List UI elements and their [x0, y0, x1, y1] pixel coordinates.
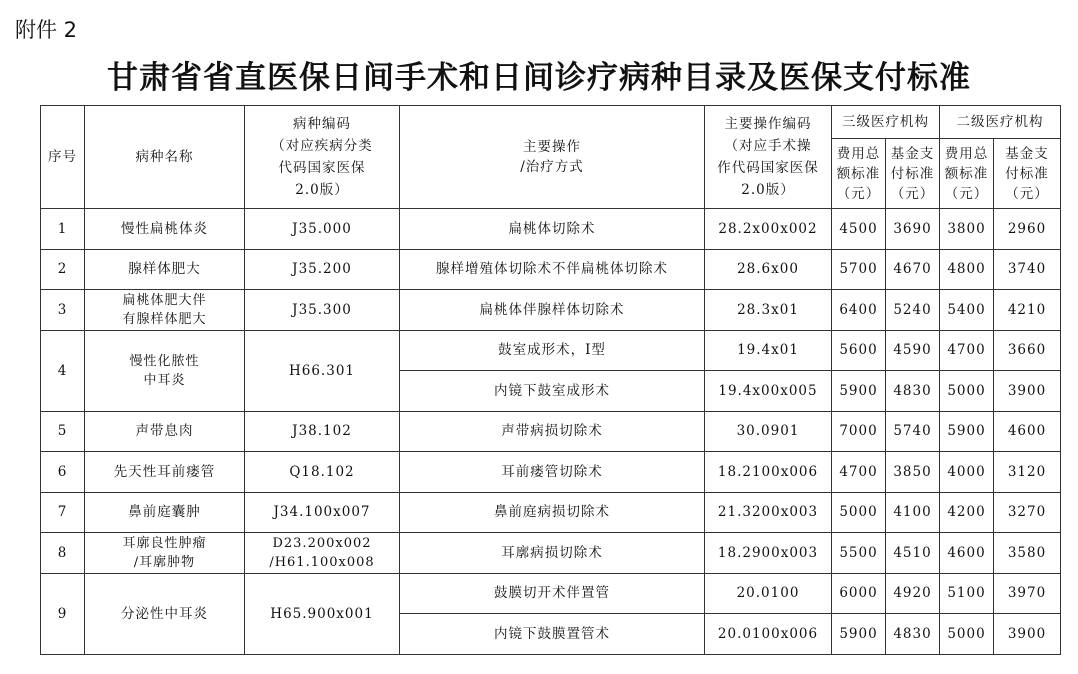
header-tier2: 二级医疗机构	[940, 106, 1061, 139]
tier3-total-cell: 7000	[832, 411, 886, 452]
header-line: /治疗方式	[520, 159, 584, 175]
header-line: 付标准	[1005, 165, 1049, 182]
tier3-total-cell: 4500	[832, 209, 886, 250]
header-line: 病种编码	[293, 116, 351, 132]
tier2-total-cell: 4200	[940, 492, 994, 533]
operation-cell: 扁桃体切除术	[400, 209, 705, 250]
header-seq: 序号	[41, 106, 85, 209]
header-tier3: 三级医疗机构	[832, 106, 940, 139]
operation-code-cell: 28.6x00	[705, 249, 832, 290]
tier3-total-cell: 6400	[832, 290, 886, 331]
header-line: 主要操作	[523, 139, 581, 155]
seq-cell: 3	[41, 290, 85, 331]
header-line: 2.0版）	[295, 182, 349, 198]
table-row	[41, 249, 1061, 290]
seq-cell: 6	[41, 452, 85, 493]
table-row	[41, 209, 1061, 250]
tier2-total-cell: 5000	[940, 371, 994, 412]
disease-code-cell: J38.102	[245, 411, 400, 452]
operation-code-cell: 18.2100x006	[705, 452, 832, 493]
header-line: 额标准	[836, 165, 881, 182]
disease-name-cell: 腺样体肥大	[85, 249, 245, 290]
tier2-fund-cell: 3120	[994, 452, 1061, 493]
tier2-total-cell: 4000	[940, 452, 994, 493]
tier2-total-cell: 5400	[940, 290, 994, 331]
tier3-total-cell: 5500	[832, 533, 886, 574]
seq-cell: 5	[41, 411, 85, 452]
seq-cell: 2	[41, 249, 85, 290]
operation-cell: 鼓膜切开术伴置管	[400, 573, 705, 614]
header-line: 费用总	[944, 145, 989, 162]
operation-cell: 耳廓病损切除术	[400, 533, 705, 574]
header-line: （对应疾病分类	[271, 138, 373, 154]
operation-cell: 耳前瘘管切除术	[400, 452, 705, 493]
header-line: 2.0版）	[741, 182, 795, 198]
tier3-fund-cell: 5240	[886, 290, 940, 331]
operation-code-cell: 28.3x01	[705, 290, 832, 331]
tier3-total-cell: 5700	[832, 249, 886, 290]
disease-code-cell: J34.100x007	[245, 492, 400, 533]
tier2-total-cell: 5100	[940, 573, 994, 614]
disease-code-cell: J35.300	[245, 290, 400, 331]
tier3-fund-cell: 4920	[886, 573, 940, 614]
header-line: （元）	[836, 185, 881, 202]
disease-code-cell: J35.000	[245, 209, 400, 250]
operation-cell: 内镜下鼓膜置管术	[400, 614, 705, 655]
tier2-total-cell: 4700	[940, 330, 994, 371]
disease-name-cell	[85, 330, 245, 411]
header-line: （元）	[944, 185, 989, 202]
tier2-fund-cell: 4600	[994, 411, 1061, 452]
tier3-total-cell: 4700	[832, 452, 886, 493]
tier3-fund-cell: 3690	[886, 209, 940, 250]
cell-line: /耳廓肿物	[133, 554, 196, 570]
tier2-total-cell: 4800	[940, 249, 994, 290]
tier2-fund-cell: 2960	[994, 209, 1061, 250]
header-disease-name: 病种名称	[85, 106, 245, 209]
header-line: 费用总	[836, 145, 881, 162]
operation-code-cell: 21.3200x003	[705, 492, 832, 533]
operation-code-cell: 20.0100	[705, 573, 832, 614]
header-line: 主要操作编码	[724, 116, 812, 132]
operation-cell: 扁桃体伴腺样体切除术	[400, 290, 705, 331]
tier2-fund-cell: 3740	[994, 249, 1061, 290]
table-row	[41, 452, 1061, 493]
table-row	[41, 533, 1061, 574]
disease-name-cell: 先天性耳前瘘管	[85, 452, 245, 493]
header-tier2-fund	[994, 139, 1061, 209]
operation-code-cell: 19.4x01	[705, 330, 832, 371]
tier3-fund-cell: 4670	[886, 249, 940, 290]
operation-cell: 声带病损切除术	[400, 411, 705, 452]
header-line: （元）	[890, 185, 935, 202]
tier3-total-cell: 5000	[832, 492, 886, 533]
tier3-fund-cell: 4830	[886, 371, 940, 412]
cell-line: 有腺样体肥大	[122, 311, 207, 327]
seq-cell: 1	[41, 209, 85, 250]
disease-name-cell: 分泌性中耳炎	[85, 573, 245, 654]
tier2-total-cell: 3800	[940, 209, 994, 250]
cell-line: 慢性化脓性	[129, 353, 200, 369]
tier3-fund-cell: 4590	[886, 330, 940, 371]
tier3-fund-cell: 4830	[886, 614, 940, 655]
table-row	[41, 573, 1061, 614]
table-header	[41, 106, 1061, 209]
table-row	[41, 411, 1061, 452]
cell-line: 中耳炎	[143, 372, 186, 388]
tier2-total-cell: 5000	[940, 614, 994, 655]
disease-name-cell: 声带息肉	[85, 411, 245, 452]
header-line: （对应手术操	[724, 138, 812, 154]
operation-code-cell: 19.4x00x005	[705, 371, 832, 412]
tier3-fund-cell: 3850	[886, 452, 940, 493]
seq-cell: 9	[41, 573, 85, 654]
table-row	[41, 492, 1061, 533]
tier2-fund-cell: 3580	[994, 533, 1061, 574]
tier2-fund-cell: 3900	[994, 614, 1061, 655]
header-tier3-total	[832, 139, 886, 209]
header-line: 作代码国家医保	[717, 160, 819, 176]
tier2-total-cell: 4600	[940, 533, 994, 574]
operation-cell: 腺样增殖体切除术不伴扁桃体切除术	[400, 249, 705, 290]
header-line: 额标准	[944, 165, 989, 182]
tier3-fund-cell: 4100	[886, 492, 940, 533]
cell-line: 扁桃体肥大伴	[122, 292, 207, 308]
disease-name-cell	[85, 533, 245, 574]
operation-cell: 内镜下鼓室成形术	[400, 371, 705, 412]
disease-name-cell	[85, 290, 245, 331]
fee-standard-table	[40, 105, 1061, 655]
operation-code-cell: 20.0100x006	[705, 614, 832, 655]
table-row	[41, 330, 1061, 371]
header-line: 基金支	[890, 145, 935, 162]
header-operation-code	[705, 106, 832, 209]
tier2-fund-cell: 3970	[994, 573, 1061, 614]
page-title: 甘肃省省直医保日间手术和日间诊疗病种目录及医保支付标准	[107, 60, 971, 96]
cell-line: /H61.100x008	[269, 554, 375, 570]
disease-code-cell: Q18.102	[245, 452, 400, 493]
tier3-fund-cell: 5740	[886, 411, 940, 452]
disease-code-cell: J35.200	[245, 249, 400, 290]
operation-cell: 鼓室成形术，I型	[400, 330, 705, 371]
operation-code-cell: 28.2x00x002	[705, 209, 832, 250]
tier2-fund-cell: 3270	[994, 492, 1061, 533]
seq-cell: 4	[41, 330, 85, 411]
operation-code-cell: 30.0901	[705, 411, 832, 452]
tier2-total-cell: 5900	[940, 411, 994, 452]
tier2-fund-cell: 4210	[994, 290, 1061, 331]
operation-code-cell: 18.2900x003	[705, 533, 832, 574]
table-row	[41, 290, 1061, 331]
header-disease-code	[245, 106, 400, 209]
seq-cell: 7	[41, 492, 85, 533]
header-tier2-total	[940, 139, 994, 209]
header-line: 代码国家医保	[278, 160, 366, 176]
tier3-total-cell: 5900	[832, 614, 886, 655]
header-line: （元）	[1005, 185, 1049, 202]
seq-cell: 8	[41, 533, 85, 574]
disease-code-cell: H65.900x001	[245, 573, 400, 654]
tier2-fund-cell: 3660	[994, 330, 1061, 371]
tier3-total-cell: 5900	[832, 371, 886, 412]
tier3-fund-cell: 4510	[886, 533, 940, 574]
operation-cell: 鼻前庭病损切除术	[400, 492, 705, 533]
cell-line: D23.200x002	[272, 535, 372, 551]
tier3-total-cell: 5600	[832, 330, 886, 371]
header-line: 付标准	[890, 165, 935, 182]
tier2-fund-cell: 3900	[994, 371, 1061, 412]
table-body	[41, 209, 1061, 655]
header-operation	[400, 106, 705, 209]
disease-name-cell: 鼻前庭囊肿	[85, 492, 245, 533]
tier3-total-cell: 6000	[832, 573, 886, 614]
disease-name-cell: 慢性扁桃体炎	[85, 209, 245, 250]
cell-line: 耳廓良性肿瘤	[122, 535, 207, 551]
disease-code-cell	[245, 533, 400, 574]
attachment-label: 附件 2	[15, 18, 78, 42]
disease-code-cell: H66.301	[245, 330, 400, 411]
header-line: 基金支	[1005, 145, 1049, 162]
header-tier3-fund	[886, 139, 940, 209]
